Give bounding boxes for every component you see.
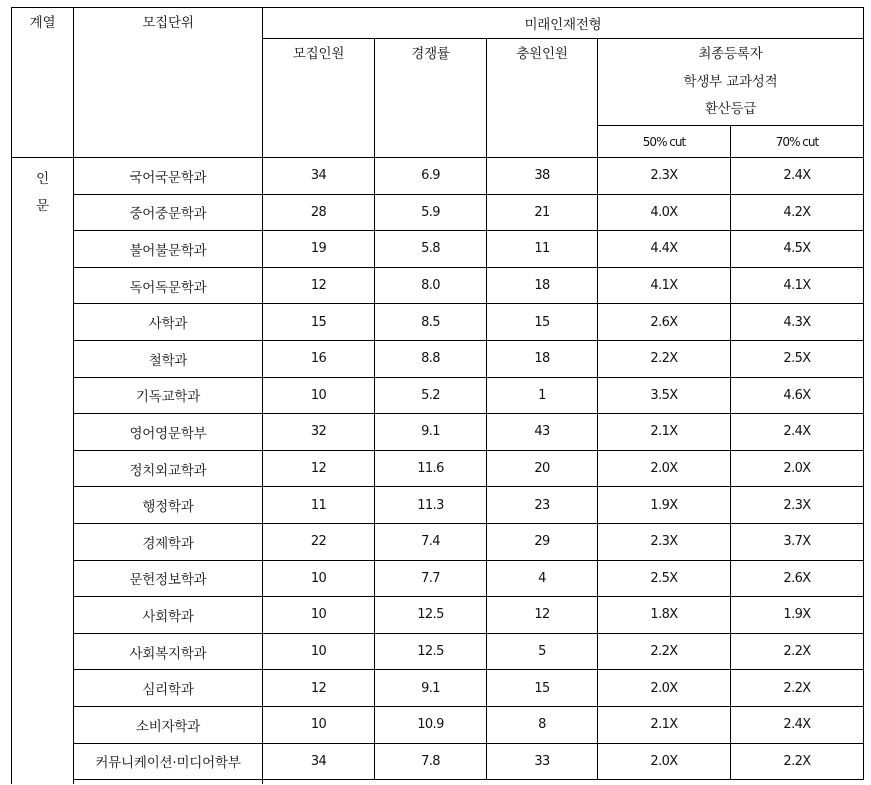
recruit-cell: 34 (263, 158, 375, 195)
cut70-cell: 2.0X (731, 450, 864, 487)
unit-cell: 영어영문학부 (74, 414, 263, 451)
extra-cell: 12 (487, 597, 598, 634)
unit-cell: 문헌정보학과 (74, 560, 263, 597)
table-row (12, 194, 864, 231)
recruit-cell: 34 (263, 743, 375, 780)
ratio-cell: 7.7 (375, 560, 487, 597)
recruit-cell: 28 (263, 194, 375, 231)
unit-cell: 국어국문학과 (74, 158, 263, 195)
table-row (12, 523, 864, 560)
table-row (12, 377, 864, 414)
cut50-cell: 2.1X (598, 706, 731, 743)
cut50-cell: 1.9X (598, 487, 731, 524)
extra-cell: 11 (487, 231, 598, 268)
partial-cell (263, 780, 864, 785)
header-admission-type: 미래인재전형 (263, 8, 864, 39)
ratio-cell: 11.6 (375, 450, 487, 487)
category-cell (12, 158, 74, 785)
recruit-cell: 12 (263, 450, 375, 487)
cut70-cell: 3.7X (731, 523, 864, 560)
recruit-cell: 32 (263, 414, 375, 451)
table-row (12, 487, 864, 524)
header-final-line-1: 최종등록자 (698, 46, 763, 62)
header-recruit: 모집인원 (263, 39, 375, 158)
extra-cell: 20 (487, 450, 598, 487)
admission-table-container (11, 7, 864, 784)
unit-cell: 행정학과 (74, 487, 263, 524)
ratio-cell: 12.5 (375, 597, 487, 634)
recruit-cell: 10 (263, 560, 375, 597)
unit-cell: 기독교학과 (74, 377, 263, 414)
cut70-cell: 2.3X (731, 487, 864, 524)
table-row (12, 633, 864, 670)
extra-cell: 18 (487, 340, 598, 377)
cut50-cell: 2.0X (598, 450, 731, 487)
ratio-cell: 7.8 (375, 743, 487, 780)
ratio-cell: 8.5 (375, 304, 487, 341)
ratio-cell: 10.9 (375, 706, 487, 743)
cut70-cell: 2.2X (731, 743, 864, 780)
table-row (12, 706, 864, 743)
recruit-cell: 12 (263, 267, 375, 304)
table-row (12, 267, 864, 304)
table-row (12, 597, 864, 634)
ratio-cell: 11.3 (375, 487, 487, 524)
header-cut50: 50% cut (598, 126, 731, 158)
extra-cell: 18 (487, 267, 598, 304)
cut70-cell: 4.2X (731, 194, 864, 231)
table-row (12, 743, 864, 780)
unit-cell: 심리학과 (74, 670, 263, 707)
header-unit: 모집단위 (74, 8, 263, 158)
recruit-cell: 10 (263, 377, 375, 414)
cut50-cell: 2.6X (598, 304, 731, 341)
cut50-cell: 2.2X (598, 340, 731, 377)
recruit-cell: 10 (263, 633, 375, 670)
cut50-cell: 2.5X (598, 560, 731, 597)
unit-cell: 철학과 (74, 340, 263, 377)
table-row (12, 304, 864, 341)
unit-cell: 독어독문학과 (74, 267, 263, 304)
category-char: 인 (36, 171, 49, 187)
extra-cell: 33 (487, 743, 598, 780)
unit-cell: 사학과 (74, 304, 263, 341)
cut70-cell: 4.3X (731, 304, 864, 341)
recruit-cell: 10 (263, 597, 375, 634)
unit-cell: 경제학과 (74, 523, 263, 560)
extra-cell: 8 (487, 706, 598, 743)
unit-cell: 불어불문학과 (74, 231, 263, 268)
cut70-cell: 2.4X (731, 706, 864, 743)
extra-cell: 29 (487, 523, 598, 560)
admission-results-table (11, 7, 864, 784)
cut70-cell: 2.4X (731, 414, 864, 451)
recruit-cell: 19 (263, 231, 375, 268)
unit-cell: 중어중문학과 (74, 194, 263, 231)
ratio-cell: 5.9 (375, 194, 487, 231)
header-competition: 경쟁률 (375, 39, 487, 158)
recruit-cell: 22 (263, 523, 375, 560)
header-final-line-2: 학생부 교과성적 (683, 73, 778, 90)
recruit-cell: 15 (263, 304, 375, 341)
cut50-cell: 4.1X (598, 267, 731, 304)
ratio-cell: 8.8 (375, 340, 487, 377)
cut70-cell: 2.2X (731, 633, 864, 670)
extra-cell: 21 (487, 194, 598, 231)
cut50-cell: 3.5X (598, 377, 731, 414)
table-row (12, 670, 864, 707)
table-row (12, 340, 864, 377)
recruit-cell: 12 (263, 670, 375, 707)
extra-cell: 15 (487, 670, 598, 707)
cut50-cell: 4.0X (598, 194, 731, 231)
recruit-cell: 11 (263, 487, 375, 524)
cut70-cell: 4.5X (731, 231, 864, 268)
ratio-cell: 8.0 (375, 267, 487, 304)
cut70-cell: 2.4X (731, 158, 864, 195)
table-row (12, 450, 864, 487)
extra-cell: 4 (487, 560, 598, 597)
extra-cell: 43 (487, 414, 598, 451)
ratio-cell: 7.4 (375, 523, 487, 560)
extra-cell: 1 (487, 377, 598, 414)
header-category: 계열 (12, 8, 74, 158)
cut70-cell: 2.5X (731, 340, 864, 377)
ratio-cell: 5.8 (375, 231, 487, 268)
header-additional: 충원인원 (487, 39, 598, 158)
ratio-cell: 12.5 (375, 633, 487, 670)
extra-cell: 5 (487, 633, 598, 670)
ratio-cell: 9.1 (375, 670, 487, 707)
header-cut70: 70% cut (731, 126, 864, 158)
unit-cell: 커뮤니케이션·미디어학부 (74, 743, 263, 780)
category-char: 문 (36, 198, 49, 214)
cut50-cell: 2.3X (598, 523, 731, 560)
cut70-cell: 2.2X (731, 670, 864, 707)
unit-cell: 소비자학과 (74, 706, 263, 743)
header-final-registrant (598, 39, 864, 126)
table-row (12, 560, 864, 597)
ratio-cell: 6.9 (375, 158, 487, 195)
cut70-cell: 4.6X (731, 377, 864, 414)
cut50-cell: 4.4X (598, 231, 731, 268)
unit-cell: 사회학과 (74, 597, 263, 634)
table-row (12, 414, 864, 451)
extra-cell: 38 (487, 158, 598, 195)
cut70-cell: 2.6X (731, 560, 864, 597)
ratio-cell: 5.2 (375, 377, 487, 414)
unit-cell: 정치외교학과 (74, 450, 263, 487)
unit-cell: 사회복지학과 (74, 633, 263, 670)
cut50-cell: 1.8X (598, 597, 731, 634)
cut50-cell: 2.0X (598, 670, 731, 707)
table-row (12, 158, 864, 195)
extra-cell: 15 (487, 304, 598, 341)
recruit-cell: 10 (263, 706, 375, 743)
extra-cell: 23 (487, 487, 598, 524)
partial-cell (74, 780, 263, 785)
cut50-cell: 2.1X (598, 414, 731, 451)
table-row-partial (12, 780, 864, 785)
table-row (12, 231, 864, 268)
ratio-cell: 9.1 (375, 414, 487, 451)
cut50-cell: 2.3X (598, 158, 731, 195)
recruit-cell: 16 (263, 340, 375, 377)
cut50-cell: 2.2X (598, 633, 731, 670)
cut70-cell: 1.9X (731, 597, 864, 634)
cut50-cell: 2.0X (598, 743, 731, 780)
header-final-line-3: 환산등급 (704, 101, 757, 117)
cut70-cell: 4.1X (731, 267, 864, 304)
